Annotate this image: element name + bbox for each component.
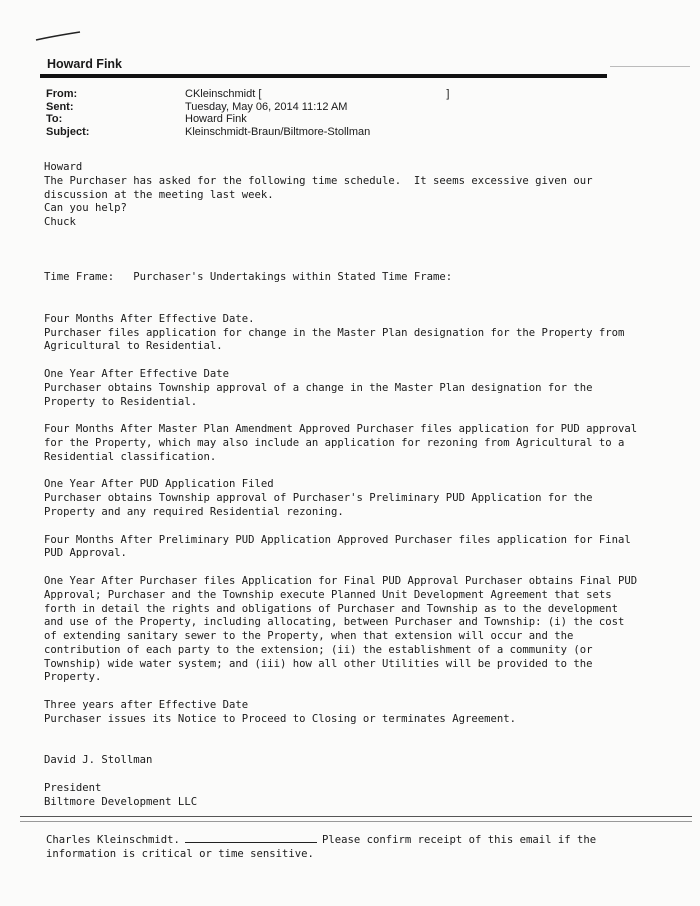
- body-line: Four Months After Master Plan Amendment Approved Purchaser files application for PUD approval: [44, 423, 638, 436]
- from-row: [46, 88, 449, 101]
- body-line: Township) wide water system; and (iii) how all other Utilities will be provided to the: [44, 657, 593, 670]
- body-line: Property and any required Residential rezoning.: [44, 505, 344, 518]
- body-line: forth in detail the rights and obligations of Purchaser and Township as to the development: [44, 602, 619, 615]
- body-blank-line: [44, 727, 659, 741]
- footer-name: Charles Kleinschmidt.: [46, 834, 180, 846]
- body-line: Can you help?: [44, 202, 127, 215]
- email-body: [44, 161, 659, 809]
- sent-value: Tuesday, May 06, 2014 11:12 AM: [185, 100, 348, 113]
- footer-rule-top: [20, 816, 692, 817]
- sent-label: Sent:: [46, 100, 74, 113]
- body-line: PUD Approval.: [44, 547, 127, 560]
- body-line: Purchaser obtains Township approval of Purchaser's Preliminary PUD Application for the: [44, 492, 593, 505]
- footer-notice-2: information is critical or time sensitive.: [46, 848, 314, 860]
- from-value: [185, 88, 449, 101]
- body-blank-line: [44, 740, 659, 754]
- body-line: contribution of each party to the extension; (ii) the establishment of a community (or: [44, 643, 593, 656]
- body-line: Four Months After Effective Date.: [44, 312, 255, 325]
- to-row: [46, 113, 449, 126]
- body-line: Property.: [44, 671, 102, 684]
- body-line: President: [44, 781, 102, 794]
- subject-row: [46, 126, 449, 139]
- body-blank-line: [44, 561, 659, 575]
- email-footer: [46, 833, 596, 861]
- subject-value: Kleinschmidt-Braun/Biltmore-Stollman: [185, 125, 371, 138]
- body-line: Time Frame: Purchaser's Undertakings within Stated Time Frame:: [44, 271, 453, 284]
- to-value: Howard Fink: [185, 113, 247, 125]
- subject-label: Subject:: [46, 125, 90, 138]
- header-rule: [40, 74, 607, 78]
- mailbox-owner-name: Howard Fink: [47, 57, 123, 71]
- body-blank-line: [44, 685, 659, 699]
- body-line: Approval; Purchaser and the Township execute Planned Unit Development Agreement that sets: [44, 588, 612, 601]
- body-line: for the Property, which may also include an application for rezoning from Agricultural to a: [44, 436, 625, 449]
- email-header: [46, 88, 449, 138]
- footer-rule-bottom: [20, 821, 692, 822]
- pen-stroke-mark: [34, 30, 82, 44]
- from-label: From:: [46, 88, 78, 100]
- body-line: Three years after Effective Date: [44, 699, 249, 712]
- body-line: Purchaser obtains Township approval of a change in the Master Plan designation for the: [44, 381, 593, 394]
- body-line: The Purchaser has asked for the following time schedule. It seems excessive given our: [44, 174, 593, 187]
- body-line: Four Months After Preliminary PUD Application Approved Purchaser files application for Final: [44, 533, 631, 546]
- body-line: Biltmore Development LLC: [44, 795, 198, 808]
- from-bracket-close: ]: [446, 88, 450, 100]
- body-blank-line: [44, 258, 659, 272]
- sent-row: [46, 101, 449, 114]
- body-line: Agricultural to Residential.: [44, 340, 223, 353]
- header-rule-extension: [610, 66, 690, 67]
- body-line: One Year After Purchaser files Application for Final PUD Approval Purchaser obtains Final PUD: [44, 574, 638, 587]
- body-blank-line: [44, 768, 659, 782]
- body-blank-line: [44, 244, 659, 258]
- body-line: One Year After PUD Application Filed: [44, 478, 274, 491]
- body-blank-line: [44, 465, 659, 479]
- footer-notice-1: Please confirm receipt of this email if the: [321, 834, 597, 846]
- signature-line: [185, 833, 317, 843]
- body-line: discussion at the meeting last week.: [44, 188, 274, 201]
- footer-line-1: [46, 833, 596, 847]
- body-line: Purchaser files application for change in the Master Plan designation for the Property from: [44, 326, 625, 339]
- body-blank-line: [44, 520, 659, 534]
- body-blank-line: [44, 299, 659, 313]
- to-label: To:: [46, 113, 63, 125]
- body-line: Property to Residential.: [44, 395, 198, 408]
- body-blank-line: [44, 285, 659, 299]
- body-line: Chuck: [44, 216, 76, 229]
- body-line: Howard: [44, 161, 83, 173]
- from-address: CKleinschmidt [: [185, 88, 262, 100]
- body-line: and use of the Property, including allocating, between Purchaser and Township: (i) the cost: [44, 616, 625, 629]
- body-line: of extending sanitary sewer to the Property, when that extension will occur and the: [44, 630, 574, 643]
- body-line: One Year After Effective Date: [44, 367, 229, 380]
- body-line: Purchaser issues its Notice to Proceed to Closing or terminates Agreement.: [44, 712, 516, 725]
- body-blank-line: [44, 409, 659, 423]
- body-blank-line: [44, 354, 659, 368]
- body-line: Residential classification.: [44, 450, 217, 463]
- body-line: David J. Stollman: [44, 754, 153, 767]
- body-blank-line: [44, 230, 659, 244]
